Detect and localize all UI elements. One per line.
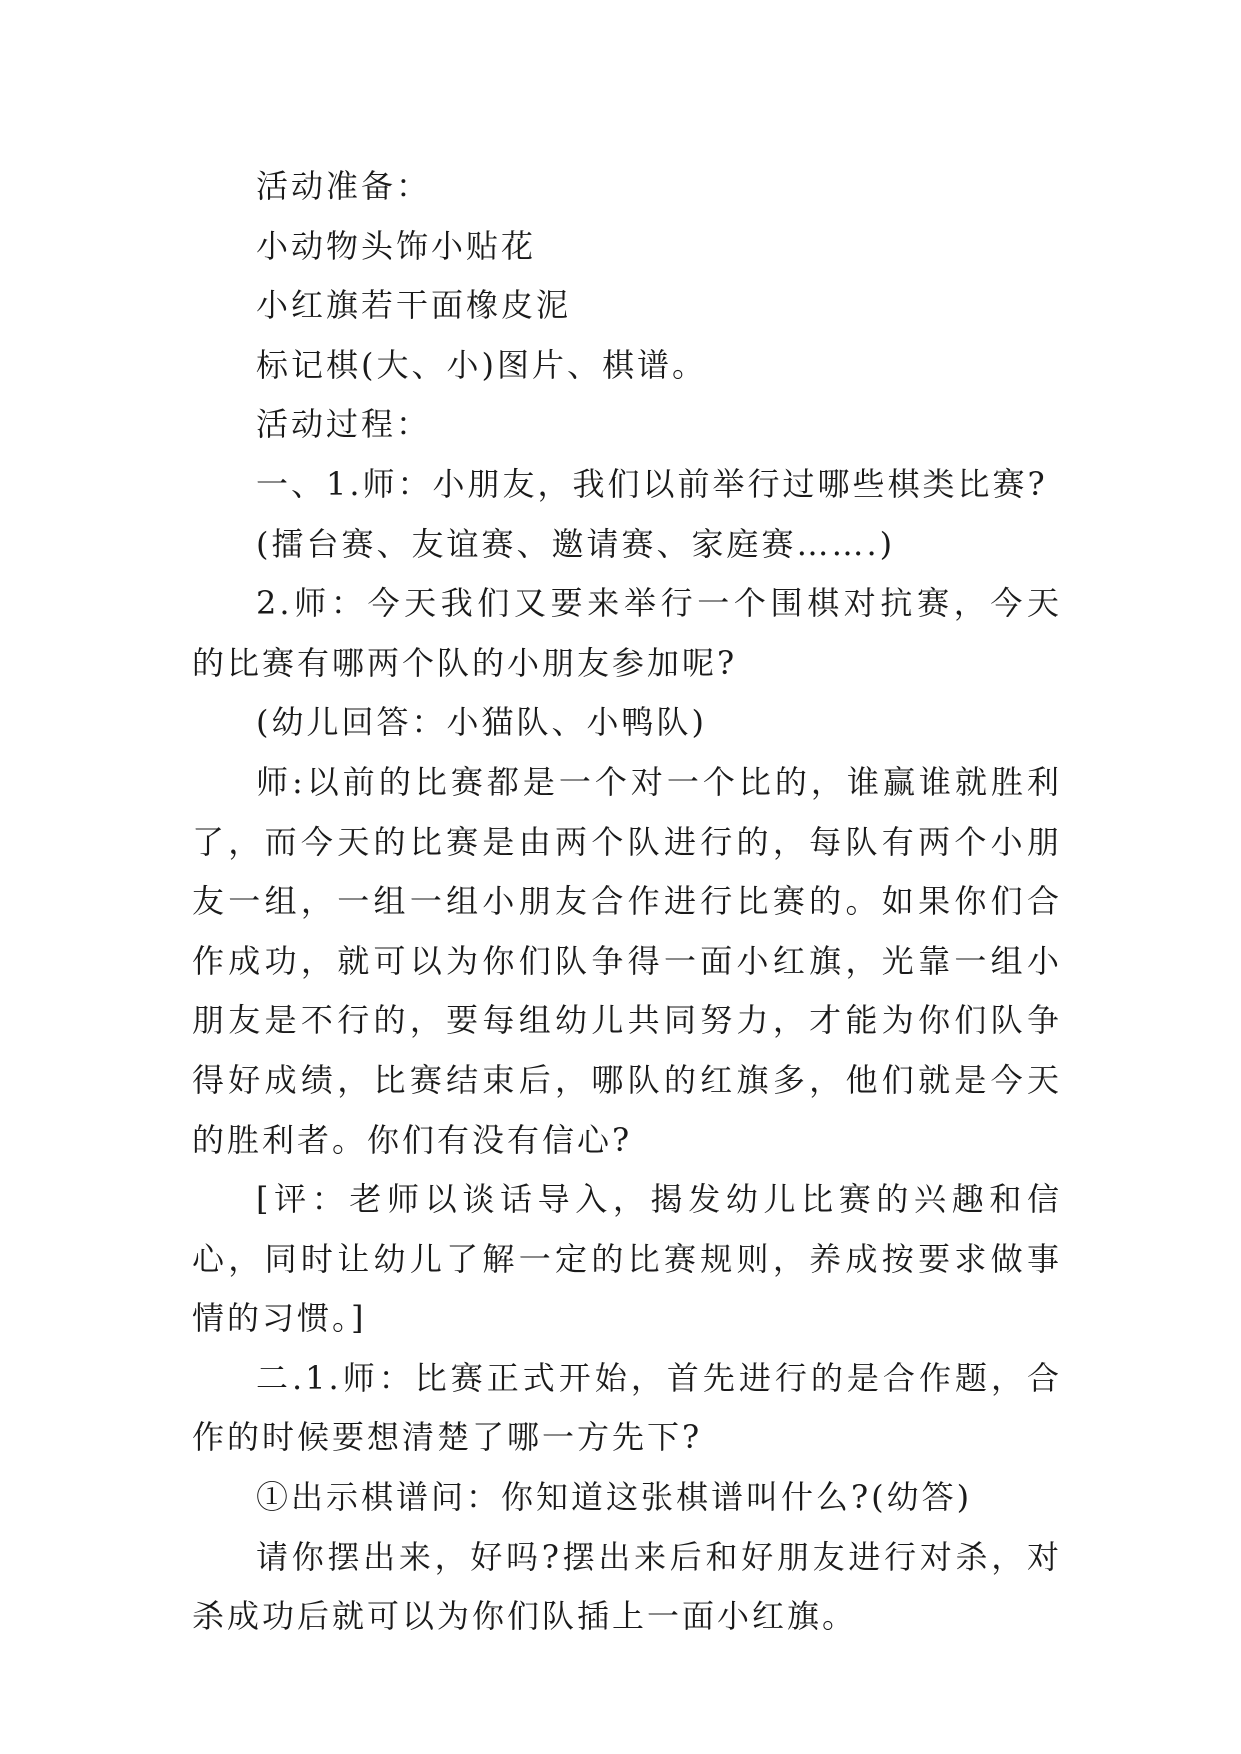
paragraph-step-one-answers: (擂台赛、友谊赛、邀请赛、家庭赛…….) bbox=[256, 524, 896, 563]
paragraph-materials-headwear: 小动物头饰小贴花 bbox=[256, 226, 537, 265]
paragraph-activity-process-heading: 活动过程： bbox=[256, 405, 432, 444]
document-body bbox=[192, 157, 1062, 1647]
paragraph-step-one-question: 一、1.师：小朋友，我们以前举行过哪些棋类比赛? bbox=[256, 464, 1048, 503]
paragraph-part-two-start: 二.1.师：比赛正式开始，首先进行的是合作题，合作的时候要想清楚了哪一方先下? bbox=[192, 1358, 1062, 1457]
paragraph-children-answer: (幼儿回答：小猫队、小鸭队) bbox=[256, 703, 707, 742]
paragraph-set-up-and-play: 请你摆出来，好吗?摆出来后和好朋友进行对杀，对杀成功后就可以为你们队插上一面小红旗。 bbox=[192, 1537, 1062, 1636]
paragraph-step-two-question: 2.师：今天我们又要来举行一个围棋对抗赛，今天的比赛有哪两个队的小朋友参加呢? bbox=[192, 584, 1062, 682]
paragraph-teacher-rules: 师:以前的比赛都是一个对一个比的，谁赢谁就胜利了，而今天的比赛是由两个队进行的，每队有两个小朋友一组，一组一组小朋友合作进行比赛的。如果你们合作成功，就可以为你们队争得一面小红旗，光靠一组小朋友是不行的，要每组幼儿共同努力，才能为你们队争得好成绩，比赛结束后，哪队的红旗多，他们就是今天的胜利者。你们有没有信心? bbox=[192, 762, 1062, 1159]
paragraph-commentary: [评：老师以谈话导入，揭发幼儿比赛的兴趣和信心，同时让幼儿了解一定的比赛规则，养成按要求做事情的习惯。] bbox=[192, 1180, 1062, 1338]
paragraph-activity-preparation-heading: 活动准备： bbox=[256, 167, 432, 205]
paragraph-show-chess-record: ①出示棋谱问：你知道这张棋谱叫什么?(幼答) bbox=[256, 1478, 973, 1517]
paragraph-materials-pictures: 标记棋(大、小)图片、棋谱。 bbox=[256, 345, 707, 384]
paragraph-materials-flags: 小红旗若干面橡皮泥 bbox=[256, 286, 572, 325]
